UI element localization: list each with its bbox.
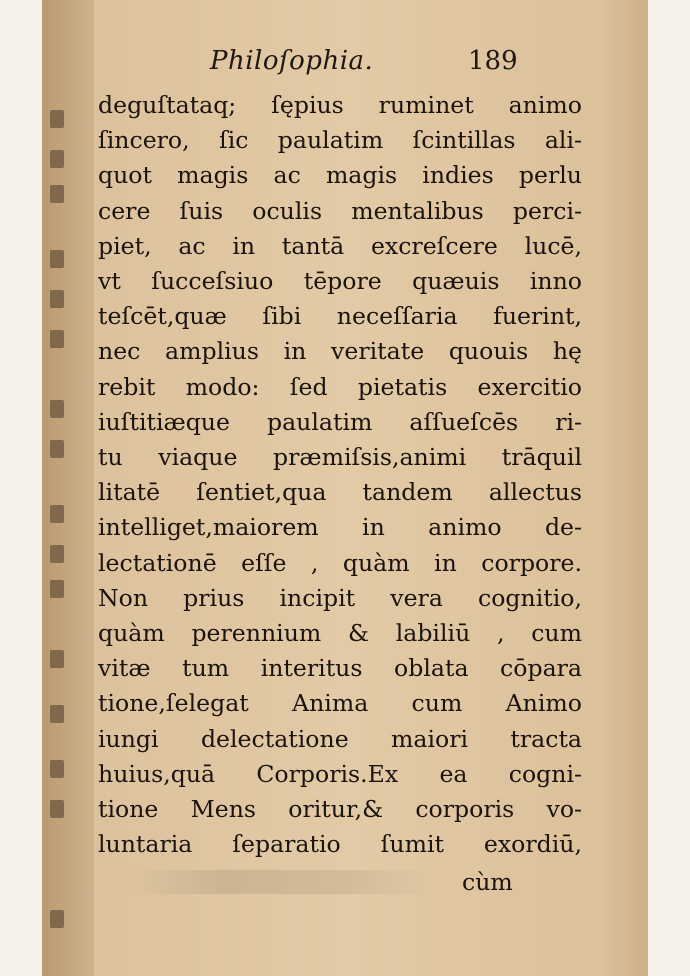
text-line: luntaria ſeparatio ſumit exordiū,	[98, 830, 582, 859]
bleed-through-mark	[50, 185, 64, 203]
text-line: teſcēt,quæ ſibi neceſſaria fuerint,	[98, 302, 582, 331]
page-gutter	[42, 0, 94, 976]
bleed-through-mark	[50, 440, 64, 458]
bleed-through-mark	[50, 400, 64, 418]
text-line: lectationē eſſe , quàm in corpore.	[98, 548, 582, 577]
text-line: ſincero, ſic paulatim ſcintillas ali-	[98, 126, 582, 155]
text-line: vitæ tum interitus oblata cōpara	[98, 654, 582, 683]
text-line: intelliget,maiorem in animo de-	[98, 513, 582, 542]
bleed-through-mark	[50, 580, 64, 598]
book-page	[42, 0, 648, 976]
text-line: iuſtitiæque paulatim aſſueſcēs ri-	[98, 407, 582, 436]
text-line: tu viaque præmiſsis,animi trāquil	[98, 443, 582, 472]
running-head: Philoſophia.	[210, 46, 374, 76]
text-line: nec amplius in veritate quouis hę	[98, 337, 582, 366]
text-line: litatē ſentiet,qua tandem allectus	[98, 478, 582, 507]
body-text	[98, 88, 582, 862]
page-header	[42, 46, 648, 86]
catchword: cùm	[462, 868, 513, 896]
bleed-through-mark	[50, 110, 64, 128]
bleed-through-mark	[50, 150, 64, 168]
text-line: cere ſuis oculis mentalibus perci-	[98, 196, 582, 225]
text-line: quot magis ac magis indies perlu	[98, 161, 582, 190]
text-line: Non prius incipit vera cognitio,	[98, 583, 582, 612]
bleed-through-mark	[50, 910, 64, 928]
text-line: vt ſucceſsiuo tēpore quæuis inno	[98, 267, 582, 296]
show-through-smudge	[132, 870, 432, 894]
text-line: deguſtataq; ſępius ruminet animo	[98, 91, 582, 119]
bleed-through-mark	[50, 250, 64, 268]
text-line: tione,ſelegat Anima cum Animo	[98, 689, 582, 718]
bleed-through-mark	[50, 760, 64, 778]
bleed-through-mark	[50, 330, 64, 348]
text-line: quàm perennium & labiliū , cum	[98, 619, 582, 648]
bleed-through-mark	[50, 505, 64, 523]
text-line: piet, ac in tantā excreſcere lucē,	[98, 231, 582, 260]
page-number: 189	[468, 46, 518, 76]
text-line: rebit modo: ſed pietatis exercitio	[98, 372, 582, 401]
text-line: iungi delectatione maiori tracta	[98, 724, 582, 753]
text-line: huius,quā Corporis.Ex ea cogni-	[98, 759, 582, 788]
text-line: tione Mens oritur,& corporis vo-	[98, 795, 582, 824]
bleed-through-mark	[50, 705, 64, 723]
bleed-through-mark	[50, 650, 64, 668]
bleed-through-mark	[50, 800, 64, 818]
bleed-through-mark	[50, 290, 64, 308]
bleed-through-mark	[50, 545, 64, 563]
